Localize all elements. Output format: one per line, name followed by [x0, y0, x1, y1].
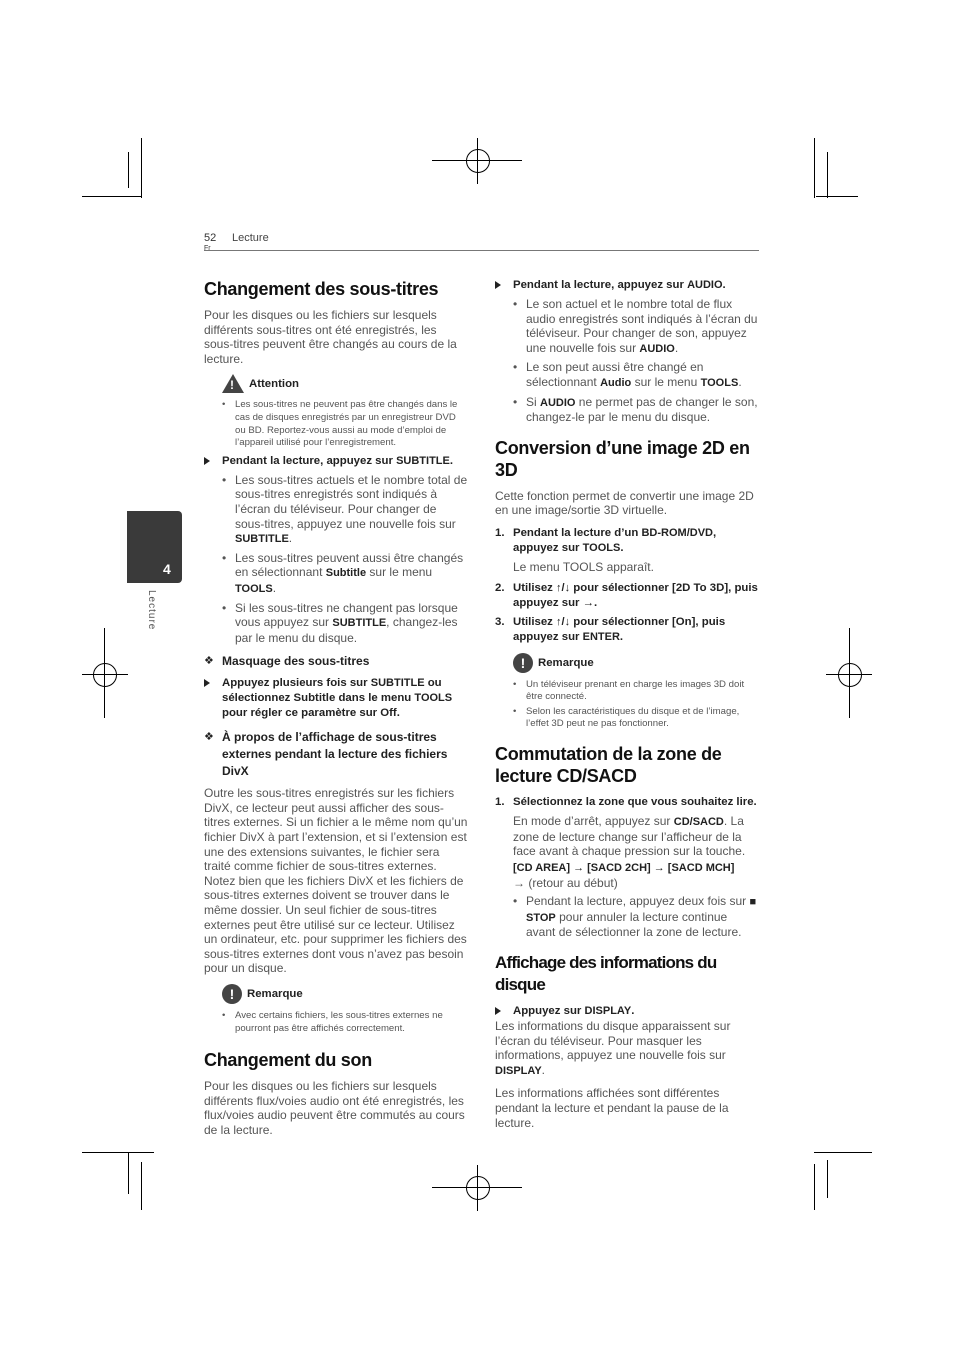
page-number: 52: [204, 232, 217, 244]
attention-label: Attention: [249, 377, 299, 390]
page-lang: Fr: [204, 245, 211, 252]
section-title-zone: Commutation de la zone de lecture CD/SACD: [495, 743, 722, 786]
info-text-1: Les informations du disque apparaissent sur l’écran du téléviseur. Pour masquer les informations, appuyez une nouvelle fois sur DISPLAY.: [495, 1019, 731, 1077]
play-arrow-icon: [495, 1007, 501, 1015]
header-section: Lecture: [232, 232, 269, 244]
list-item: • Selon les caractéristiques du disque et de l’image, l’effet 3D peut ne pas fonctionner.: [513, 706, 759, 731]
masquage-heading: ❖ Masquage des sous-titres: [204, 654, 370, 669]
divx-heading: ❖ À propos de l’affichage de sous-titres externes pendant la lecture des fichiers DivX: [204, 730, 448, 779]
attention-list: [204, 399, 469, 449]
list-item: • Le son actuel et le nombre total de flux audio enregistrés sont indiqués à l’écran du téléviseur. Pour changer de son, appuyez une nouvelle fois sur AUDIO.: [513, 297, 759, 356]
zone-sequence: [CD AREA] → [SACD 2CH] → [SACD MCH]: [513, 861, 735, 874]
warning-icon: !: [222, 374, 244, 393]
step-2: 2. Utilisez ↑/↓ pour sélectionner [2D To 3D], puis appuyez sur →.: [495, 581, 758, 609]
list-item: • Le son peut aussi être changé en sélectionnant Audio sur le menu TOOLS.: [513, 360, 759, 390]
remarque-list: [495, 679, 759, 731]
list-item: • Avec certains fichiers, les sous-titres externes ne pourront pas être affichés correctement.: [222, 1010, 469, 1035]
play-arrow-icon: [204, 679, 210, 687]
step-masquage: Appuyez plusieurs fois sur SUBTITLE ou sélectionnez Subtitle dans le menu TOOLS pour régler ce paramètre sur Off.: [204, 676, 469, 721]
step-1: 1. Pendant la lecture d’un BD-ROM/DVD, appuyez sur TOOLS.: [495, 526, 717, 554]
list-item: • Si AUDIO ne permet pas de changer le son, changez-le par le menu du disque.: [513, 395, 759, 425]
conversion-intro: Cette fonction permet de convertir une image 2D en une image/sortie 3D virtuelle.: [495, 488, 754, 518]
page-header: [204, 232, 759, 251]
step-subtitle: Pendant la lecture, appuyez sur SUBTITLE.: [204, 454, 469, 469]
audio-bullets: [495, 297, 759, 425]
section-title-conversion: Conversion d’une image 2D en 3D: [495, 437, 750, 480]
up-down-arrow-icon: ↑/↓: [556, 581, 571, 594]
remarque-list: [204, 1010, 469, 1035]
list-item: • Pendant la lecture, appuyez deux fois sur ■ STOP pour annuler la lecture continue avant de sélectionner la zone de lecture.: [513, 894, 759, 940]
right-column: [495, 278, 759, 1138]
step-display: Appuyez sur DISPLAY.: [495, 1004, 759, 1019]
divx-text: Outre les sous-titres enregistrés sur les fichiers DivX, ce lecteur peut aussi afficher des sous-titres externes. Si un fichier a le même nom qu’un fichier DivX à part l’extension, et si l’extension est une des extensions suivantes, le fichier sera traité comme fichier de sous-titres externes. Notez bien que les fichiers DivX et les fichiers de sous-titres externes doivent se trouver dans le même dossier. Un seul fichier de sous-titres externes peut être utilisé sur ce lecteur. Utilisez un ordinateur, etc. pour supprimer les fichiers des sous-titres externes dont vous n’avez pas besoin pour un disque.: [204, 786, 468, 976]
info-text-2: Les informations affichées sont différentes pendant la lecture et pendant la pause de la lecture.: [495, 1086, 729, 1130]
remarque-heading: ! Remarque: [513, 653, 759, 673]
diamond-icon: ❖: [204, 655, 214, 668]
up-down-arrow-icon: ↑/↓: [556, 615, 571, 628]
step-1: 1. Sélectionnez la zone que vous souhaitez lire.: [495, 795, 757, 808]
step-3: 3. Utilisez ↑/↓ pour sélectionner [On], puis appuyez sur ENTER.: [495, 615, 726, 643]
zone-detail: En mode d’arrêt, appuyez sur CD/SACD. La zone de lecture change sur l’afficheur de la face avant à chaque pression sur la touche.: [513, 813, 746, 859]
list-item: • Les sous-titres peuvent aussi être changés en sélectionnant Subtitle sur le menu TOOLS.: [222, 551, 469, 597]
step-1-detail: Le menu TOOLS apparaît.: [513, 559, 654, 574]
exclamation-icon: !: [513, 653, 533, 673]
diamond-icon: ❖: [204, 731, 214, 744]
remarque-label: Remarque: [247, 988, 303, 1000]
chapter-tab: [127, 511, 182, 583]
section-title-subtitles: Changement des sous-titres: [204, 279, 439, 299]
list-item: • Les sous-titres actuels et le nombre total de sous-titres enregistrés sont indiqués à l’écran du téléviseur. Pour changer de sous-titres, appuyez une nouvelle fois sur SUBTITLE.: [222, 473, 469, 547]
left-column: [204, 278, 469, 1146]
attention-heading: [222, 374, 469, 393]
section-title-son: Changement du son: [204, 1050, 372, 1071]
step-audio: Pendant la lecture, appuyez sur AUDIO.: [495, 278, 759, 293]
exclamation-icon: !: [222, 984, 242, 1004]
zone-bullets: [495, 894, 759, 940]
chapter-label: Lecture: [146, 590, 157, 631]
section-title-info: Affichage des informations du disque: [495, 953, 717, 995]
son-intro: Pour les disques ou les fichiers sur lesquels différents flux/voies audio ont été enregistrés, les flux/voies audio peuvent être commutés au cours de la lecture.: [204, 1079, 465, 1137]
subtitle-bullets: [204, 473, 469, 646]
list-item: • Un téléviseur prenant en charge les images 3D doit être connecté.: [513, 679, 759, 704]
play-arrow-icon: [204, 457, 210, 465]
intro-text: Pour les disques ou les fichiers sur lesquels différents sous-titres ont été enregistrés, les sous-titres peuvent être changés au cours de la lecture.: [204, 308, 457, 366]
list-item: • Si les sous-titres ne changent pas lorsque vous appuyez sur SUBTITLE, changez-les par le menu du disque.: [222, 601, 469, 646]
remarque-heading: [222, 984, 469, 1004]
zone-sequence-end: → (retour au début): [513, 875, 618, 890]
list-item: • Les sous-titres ne peuvent pas être changés dans le cas de disques enregistrés par un enregistreur DVD ou BD. Reportez-vous aussi au mode d’emploi de l’appareil utilisé pour l’enregistrement.: [222, 399, 469, 449]
play-arrow-icon: [495, 281, 501, 289]
chapter-number: 4: [163, 561, 171, 577]
